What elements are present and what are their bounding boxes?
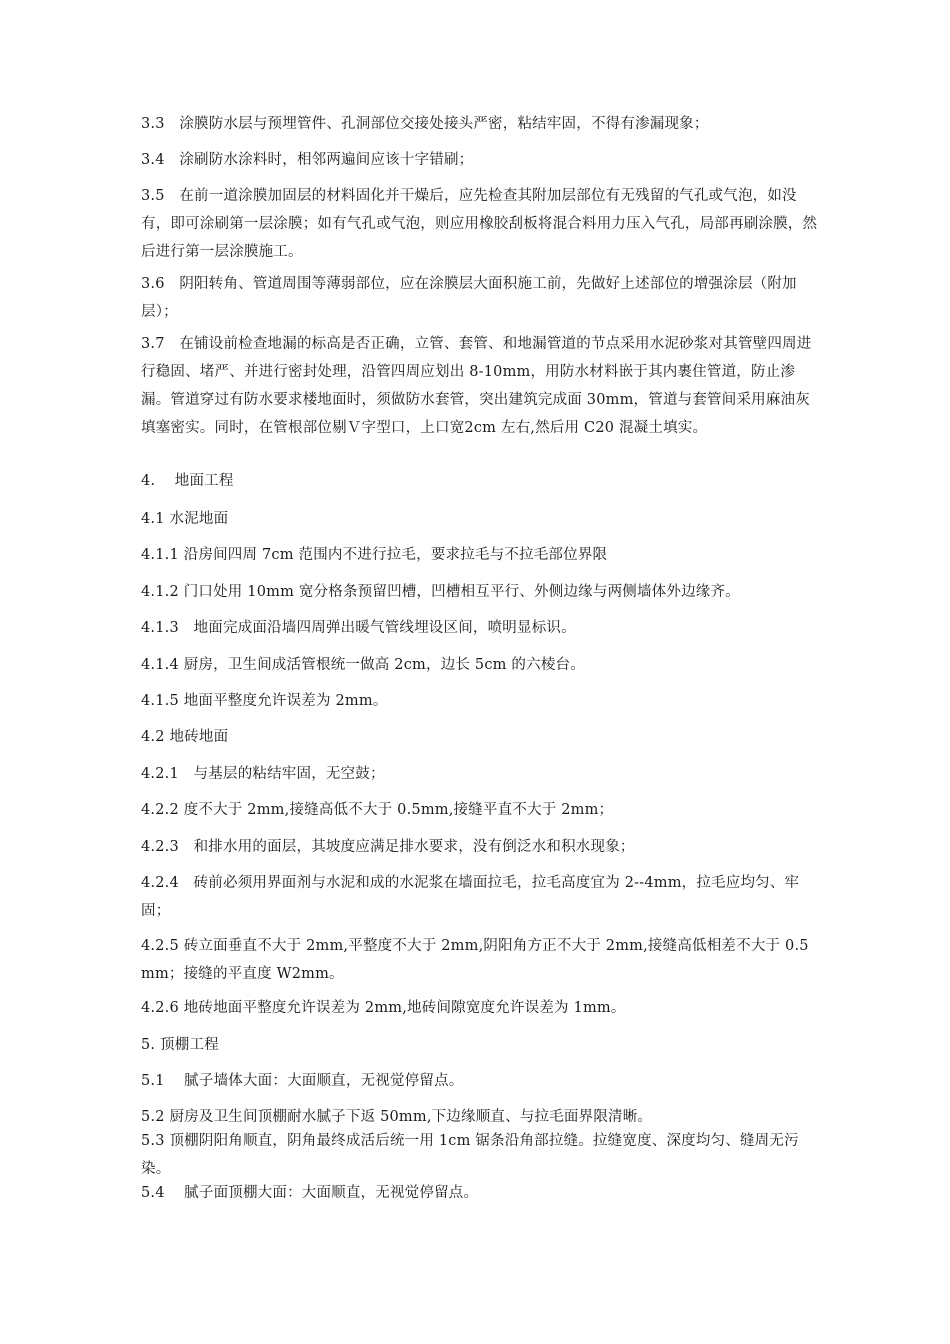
clause-5-3: 5.3 顶棚阴阳角顺直，阴角最终成活后统一用 1cm 锯条沿角部拉缝。拉缝宽度、深度均匀、缝周无污染。 <box>141 1133 799 1177</box>
section-4-1-heading: 4.1 水泥地面 <box>141 511 229 527</box>
clause-4-2-1: 4.2.1 与基层的粘结牢固，无空鼓； <box>141 766 385 782</box>
clause-4-2-6: 4.2.6 地砖地面平整度允许误差为 2mm,地砖间隙宽度允许误差为 1mm。 <box>141 1000 626 1016</box>
clause-5-1: 5.1 腻子墙体大面：大面顺直，无视觉停留点。 <box>141 1073 464 1089</box>
clause-4-1-5: 4.1.5 地面平整度允许误差为 2mm。 <box>141 693 388 709</box>
clause-3-5: 3.5 在前一道涂膜加固层的材料固化并干燥后，应先检查其附加层部位有无残留的气孔或气泡，如没有，即可涂刷第一层涂膜；如有气孔或气泡，则应用橡胶刮板将混合料用力压入气孔，局部再刷涂膜，然后进行第一层涂膜施工。 <box>141 188 818 260</box>
clause-4-2-2: 4.2.2 度不大于 2mm,接缝高低不大于 0.5mm,接缝平直不大于 2mm； <box>141 802 614 818</box>
clause-3-7: 3.7 在铺设前检查地漏的标高是否正确，立管、套管、和地漏管道的节点采用水泥砂浆对其管壁四周进行稳固、堵严、并进行密封处理，沿管四周应划出 8-10mm，用防水材料嵌于其内裹住管道，防止渗漏。管道穿过有防水要求楼地面时，须做防水套管，突出建筑完成面 30mm，管道与套管间采用麻油灰填塞密实。同时，在管根部位剔Ｖ字型口，上口宽2cm 左右,然后用 C20 混凝土填实。 <box>141 336 812 436</box>
clause-5-2: 5.2 厨房及卫生间顶棚耐水腻子下返 50mm,下边缘顺直、与拉毛面界限清晰。 <box>141 1109 653 1125</box>
clause-4-2-3: 4.2.3 和排水用的面层，其坡度应满足排水要求，没有倒泛水和积水现象； <box>141 839 635 855</box>
clause-4-2-4: 4.2.4 砖前必须用界面剂与水泥和成的水泥浆在墙面拉毛，拉毛高度宜为 2--4mm，拉毛应均匀、牢固； <box>141 875 800 919</box>
clause-4-1-1: 4.1.1 沿房间四周 7cm 范围内不进行拉毛，要求拉毛与不拉毛部位界限 <box>141 547 608 563</box>
clause-4-1-4: 4.1.4 厨房，卫生间成活管根统一做高 2cm，边长 5cm 的六棱台。 <box>141 657 585 673</box>
clause-5-4: 5.4 腻子面顶棚大面：大面顺直，无视觉停留点。 <box>141 1185 479 1201</box>
clause-3-6: 3.6 阴阳转角、管道周围等薄弱部位，应在涂膜层大面积施工前，先做好上述部位的增强涂层（附加层）； <box>141 276 797 320</box>
section-5-heading: 5. 顶棚工程 <box>141 1037 219 1053</box>
section-4-heading: 4. 地面工程 <box>141 473 234 489</box>
clause-3-3: 3.3 涂膜防水层与预埋管件、孔洞部位交接处接头严密，粘结牢固，不得有渗漏现象； <box>141 116 709 132</box>
section-4-2-heading: 4.2 地砖地面 <box>141 729 229 745</box>
clause-4-2-5: 4.2.5 砖立面垂直不大于 2mm,平整度不大于 2mm,阴阳角方正不大于 2mm,接缝高低相差不大于 0.5mm；接缝的平直度 W2mm。 <box>141 938 809 982</box>
clause-4-1-2: 4.1.2 门口处用 10mm 宽分格条预留凹槽，凹槽相互平行、外侧边缘与两侧墙体外边缘齐。 <box>141 584 740 600</box>
clause-4-1-3: 4.1.3 地面完成面沿墙四周弹出暖气管线埋设区间，喷明显标识。 <box>141 620 576 636</box>
clause-3-4: 3.4 涂刷防水涂料时，相邻两遍间应该十字错刷； <box>141 152 474 168</box>
